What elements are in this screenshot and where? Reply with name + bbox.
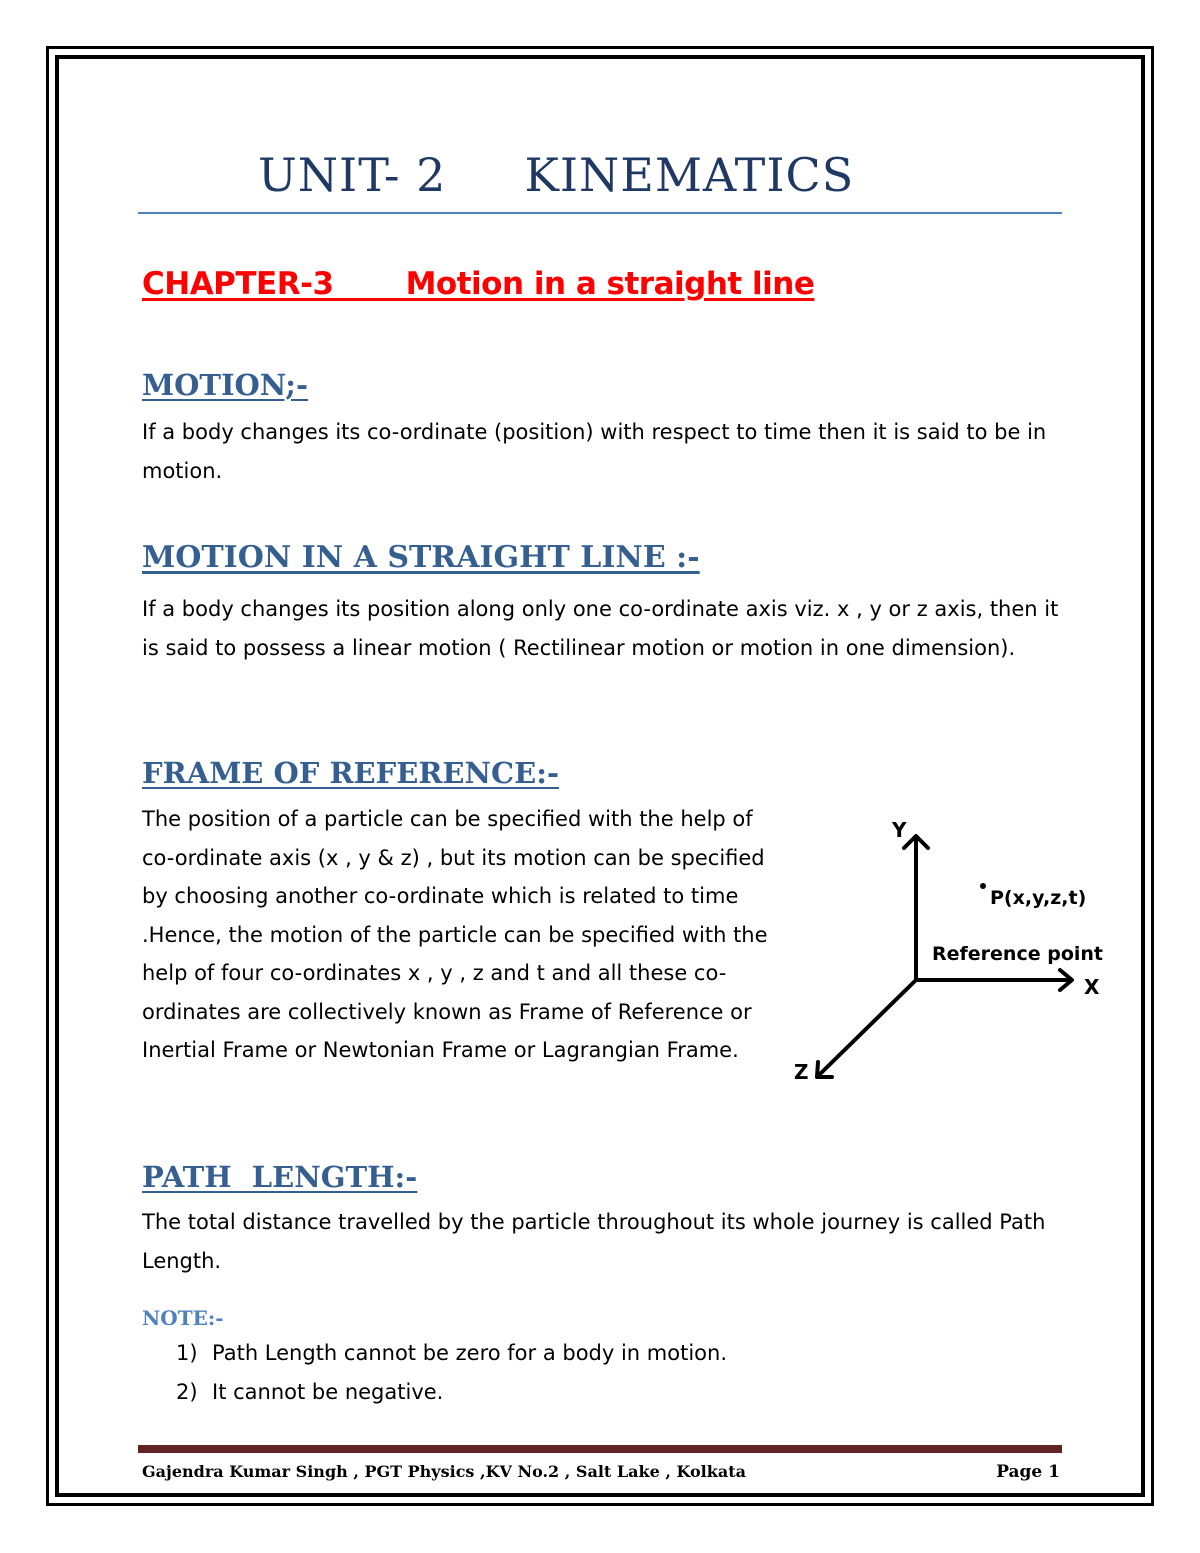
- unit-title: UNIT- 2 KINEMATICS: [258, 148, 855, 202]
- footer-author: Gajendra Kumar Singh , PGT Physics ,KV No.2 , Salt Lake , Kolkata: [142, 1462, 746, 1481]
- point-p-dot: [980, 883, 986, 889]
- note-text: It cannot be negative.: [212, 1379, 444, 1404]
- frame-text: The position of a particle can be specified with the help of co-ordinate axis (x , y & z) , but its motion can be specified by choosing another co-ordinate which is related to time .Hence, the motion of the particle can be specified with the help of four co-ordinates x , y , z and t and all these co-ordinates are collectively known as Frame of Reference or Inertial Frame or Newtonian Frame or Lagrangian Frame.: [142, 807, 768, 1062]
- z-axis-label: Z: [794, 1060, 809, 1084]
- list-item: [176, 1373, 727, 1412]
- x-axis-label: X: [1084, 975, 1100, 999]
- note-text: Path Length cannot be zero for a body in motion.: [212, 1341, 728, 1365]
- note-label: NOTE:-: [142, 1306, 224, 1330]
- note-list: [176, 1334, 727, 1411]
- point-p-label: P(x,y,z,t): [990, 887, 1087, 909]
- straight-line-heading: MOTION IN A STRAIGHT LINE :-: [142, 540, 700, 575]
- path-length-text: The total distance travelled by the particle throughout its whole journey is called Path Length.: [142, 1210, 1046, 1273]
- straight-line-text: If a body changes its position along only one co-ordinate axis viz. x , y or z axis, then it is said to possess a linear motion ( Rectilinear motion or motion in one dimension).: [142, 597, 1059, 660]
- title-rule: [138, 212, 1062, 214]
- list-item: [176, 1334, 727, 1373]
- y-axis-label: Y: [892, 818, 907, 842]
- motion-text: If a body changes its co-ordinate (position) with respect to time then it is said to be in motion.: [142, 420, 1047, 483]
- z-axis: [818, 980, 916, 1076]
- frame-heading: FRAME OF REFERENCE:-: [142, 756, 559, 790]
- path-length-heading: PATH LENGTH:-: [142, 1160, 418, 1194]
- note-number: 2): [176, 1379, 198, 1404]
- note-number: 1): [176, 1341, 198, 1365]
- reference-frame-diagram: [780, 800, 1120, 1100]
- motion-heading: MOTION;-: [142, 368, 308, 402]
- reference-point-label: Reference point: [932, 943, 1103, 965]
- chapter-title: CHAPTER-3 Motion in a straight line: [142, 266, 815, 302]
- page-number: Page 1: [996, 1462, 1060, 1482]
- footer-rule: [138, 1445, 1062, 1453]
